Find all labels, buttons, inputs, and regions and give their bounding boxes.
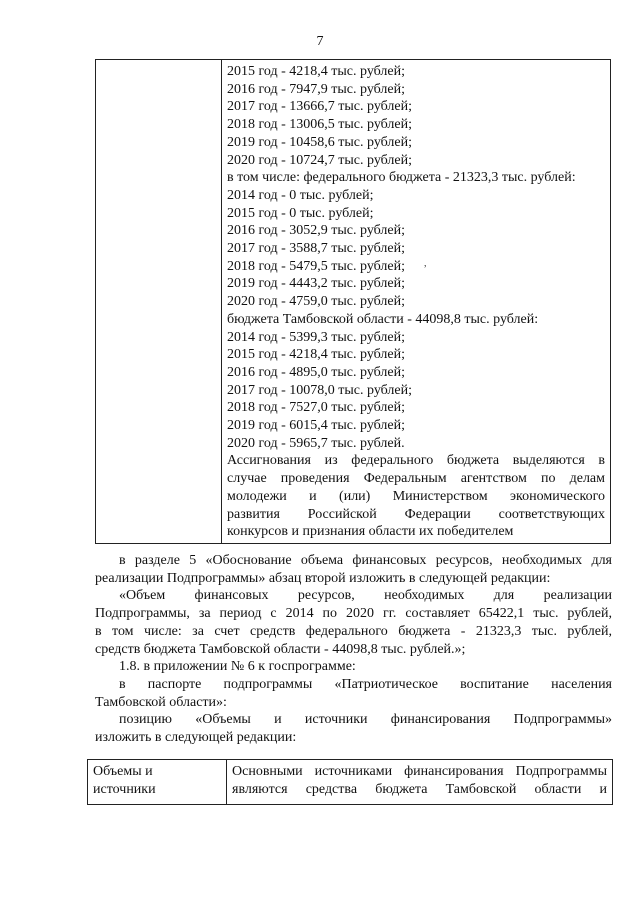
body-line: «Объем финансовых ресурсов, необходимых для реализации [119, 588, 612, 604]
assignment-line: случае проведения Федеральным агентством по делам [227, 471, 605, 487]
financing-line: 2019 год - 4443,2 тыс. рублей; [227, 276, 406, 292]
financing-line: 2015 год - 0 тыс. рублей; [227, 205, 374, 221]
sources-value-cell [227, 760, 613, 805]
federal-budget-heading: в том числе: федерального бюджета - 21323,3 тыс. рублей: [227, 170, 576, 186]
financing-line: 2018 год - 7527,0 тыс. рублей; [227, 400, 406, 416]
body-line: Тамбовской области»: [95, 694, 227, 710]
assignment-paragraph [227, 452, 605, 541]
body-line: средств бюджета Тамбовской области - 44098,8 тыс. рублей.»; [95, 641, 466, 657]
financing-line: 2016 год - 3052,9 тыс. рублей; [227, 223, 406, 239]
body-line: Подпрограммы, за период с 2014 по 2020 гг. составляет 65422,1 тыс. рублей, [95, 606, 612, 622]
assignment-line: молодежи и (или) Министерством экономического [227, 488, 605, 504]
financing-line: 2020 год - 4759,0 тыс. рублей; [227, 294, 406, 310]
body-line: в паспорте подпрограммы «Патриотическое воспитание населения [119, 676, 612, 692]
financing-line: 2017 год - 10078,0 тыс. рублей; [227, 382, 413, 398]
sources-table [87, 759, 613, 805]
financing-line: 2018 год - 5479,5 тыс. рублей; [227, 258, 406, 274]
financing-line: 2017 год - 13666,7 тыс. рублей; [227, 99, 413, 115]
sources-label-line: источники [93, 781, 156, 797]
scan-speck: , [424, 258, 427, 269]
table-right-cell [222, 60, 611, 544]
body-line: в разделе 5 «Обоснование объема финансовых ресурсов, необходимых для [119, 553, 612, 568]
financing-line: 2019 год - 10458,6 тыс. рублей; [227, 134, 413, 150]
sources-value-line: Основными источниками финансирования Подпрограммы [232, 764, 607, 779]
financing-line: 2019 год - 6015,4 тыс. рублей; [227, 418, 406, 434]
body-paragraphs [95, 552, 612, 747]
assignment-line: Ассигнования из федерального бюджета выделяются в [227, 453, 605, 469]
financing-line: 2016 год - 7947,9 тыс. рублей; [227, 81, 406, 97]
financing-line: 2014 год - 0 тыс. рублей; [227, 187, 374, 203]
body-line: позицию «Объемы и источники финансирования Подпрограммы» [119, 712, 612, 728]
financing-line: 2015 год - 4218,4 тыс. рублей; [227, 347, 406, 363]
body-line: 1.8. в приложении № 6 к госпрограмме: [119, 659, 356, 675]
financing-line: 2017 год - 3588,7 тыс. рублей; [227, 241, 406, 257]
financing-table [95, 59, 611, 544]
assignment-line: конкурсов и признания области их победителем [227, 524, 514, 540]
financing-line: 2016 год - 4895,0 тыс. рублей; [227, 364, 406, 380]
financing-line: 2018 год - 13006,5 тыс. рублей; [227, 117, 413, 133]
sources-label-cell [88, 760, 227, 805]
regional-budget-heading: бюджета Тамбовской области - 44098,8 тыс. рублей: [227, 311, 539, 327]
body-line: изложить в следующей редакции: [95, 730, 297, 746]
assignment-line: развития Российской Федерации соответствующих [227, 506, 605, 522]
financing-line: 2014 год - 5399,3 тыс. рублей; [227, 329, 406, 345]
financing-line: 2020 год - 10724,7 тыс. рублей; [227, 152, 413, 168]
financing-line: 2020 год - 5965,7 тыс. рублей. [227, 435, 405, 451]
table-left-cell [96, 60, 222, 544]
sources-label-line: Объемы и [93, 764, 153, 779]
body-line: реализации Подпрограммы» абзац второй изложить в следующей редакции: [95, 570, 551, 586]
body-line: в том числе: за счет средств федерального бюджета - 21323,3 тыс. рублей, [95, 623, 612, 639]
sources-value-line: являются средства бюджета Тамбовской области и [232, 781, 607, 797]
page-number: 7 [316, 34, 324, 49]
financing-line: 2015 год - 4218,4 тыс. рублей; [227, 64, 406, 79]
